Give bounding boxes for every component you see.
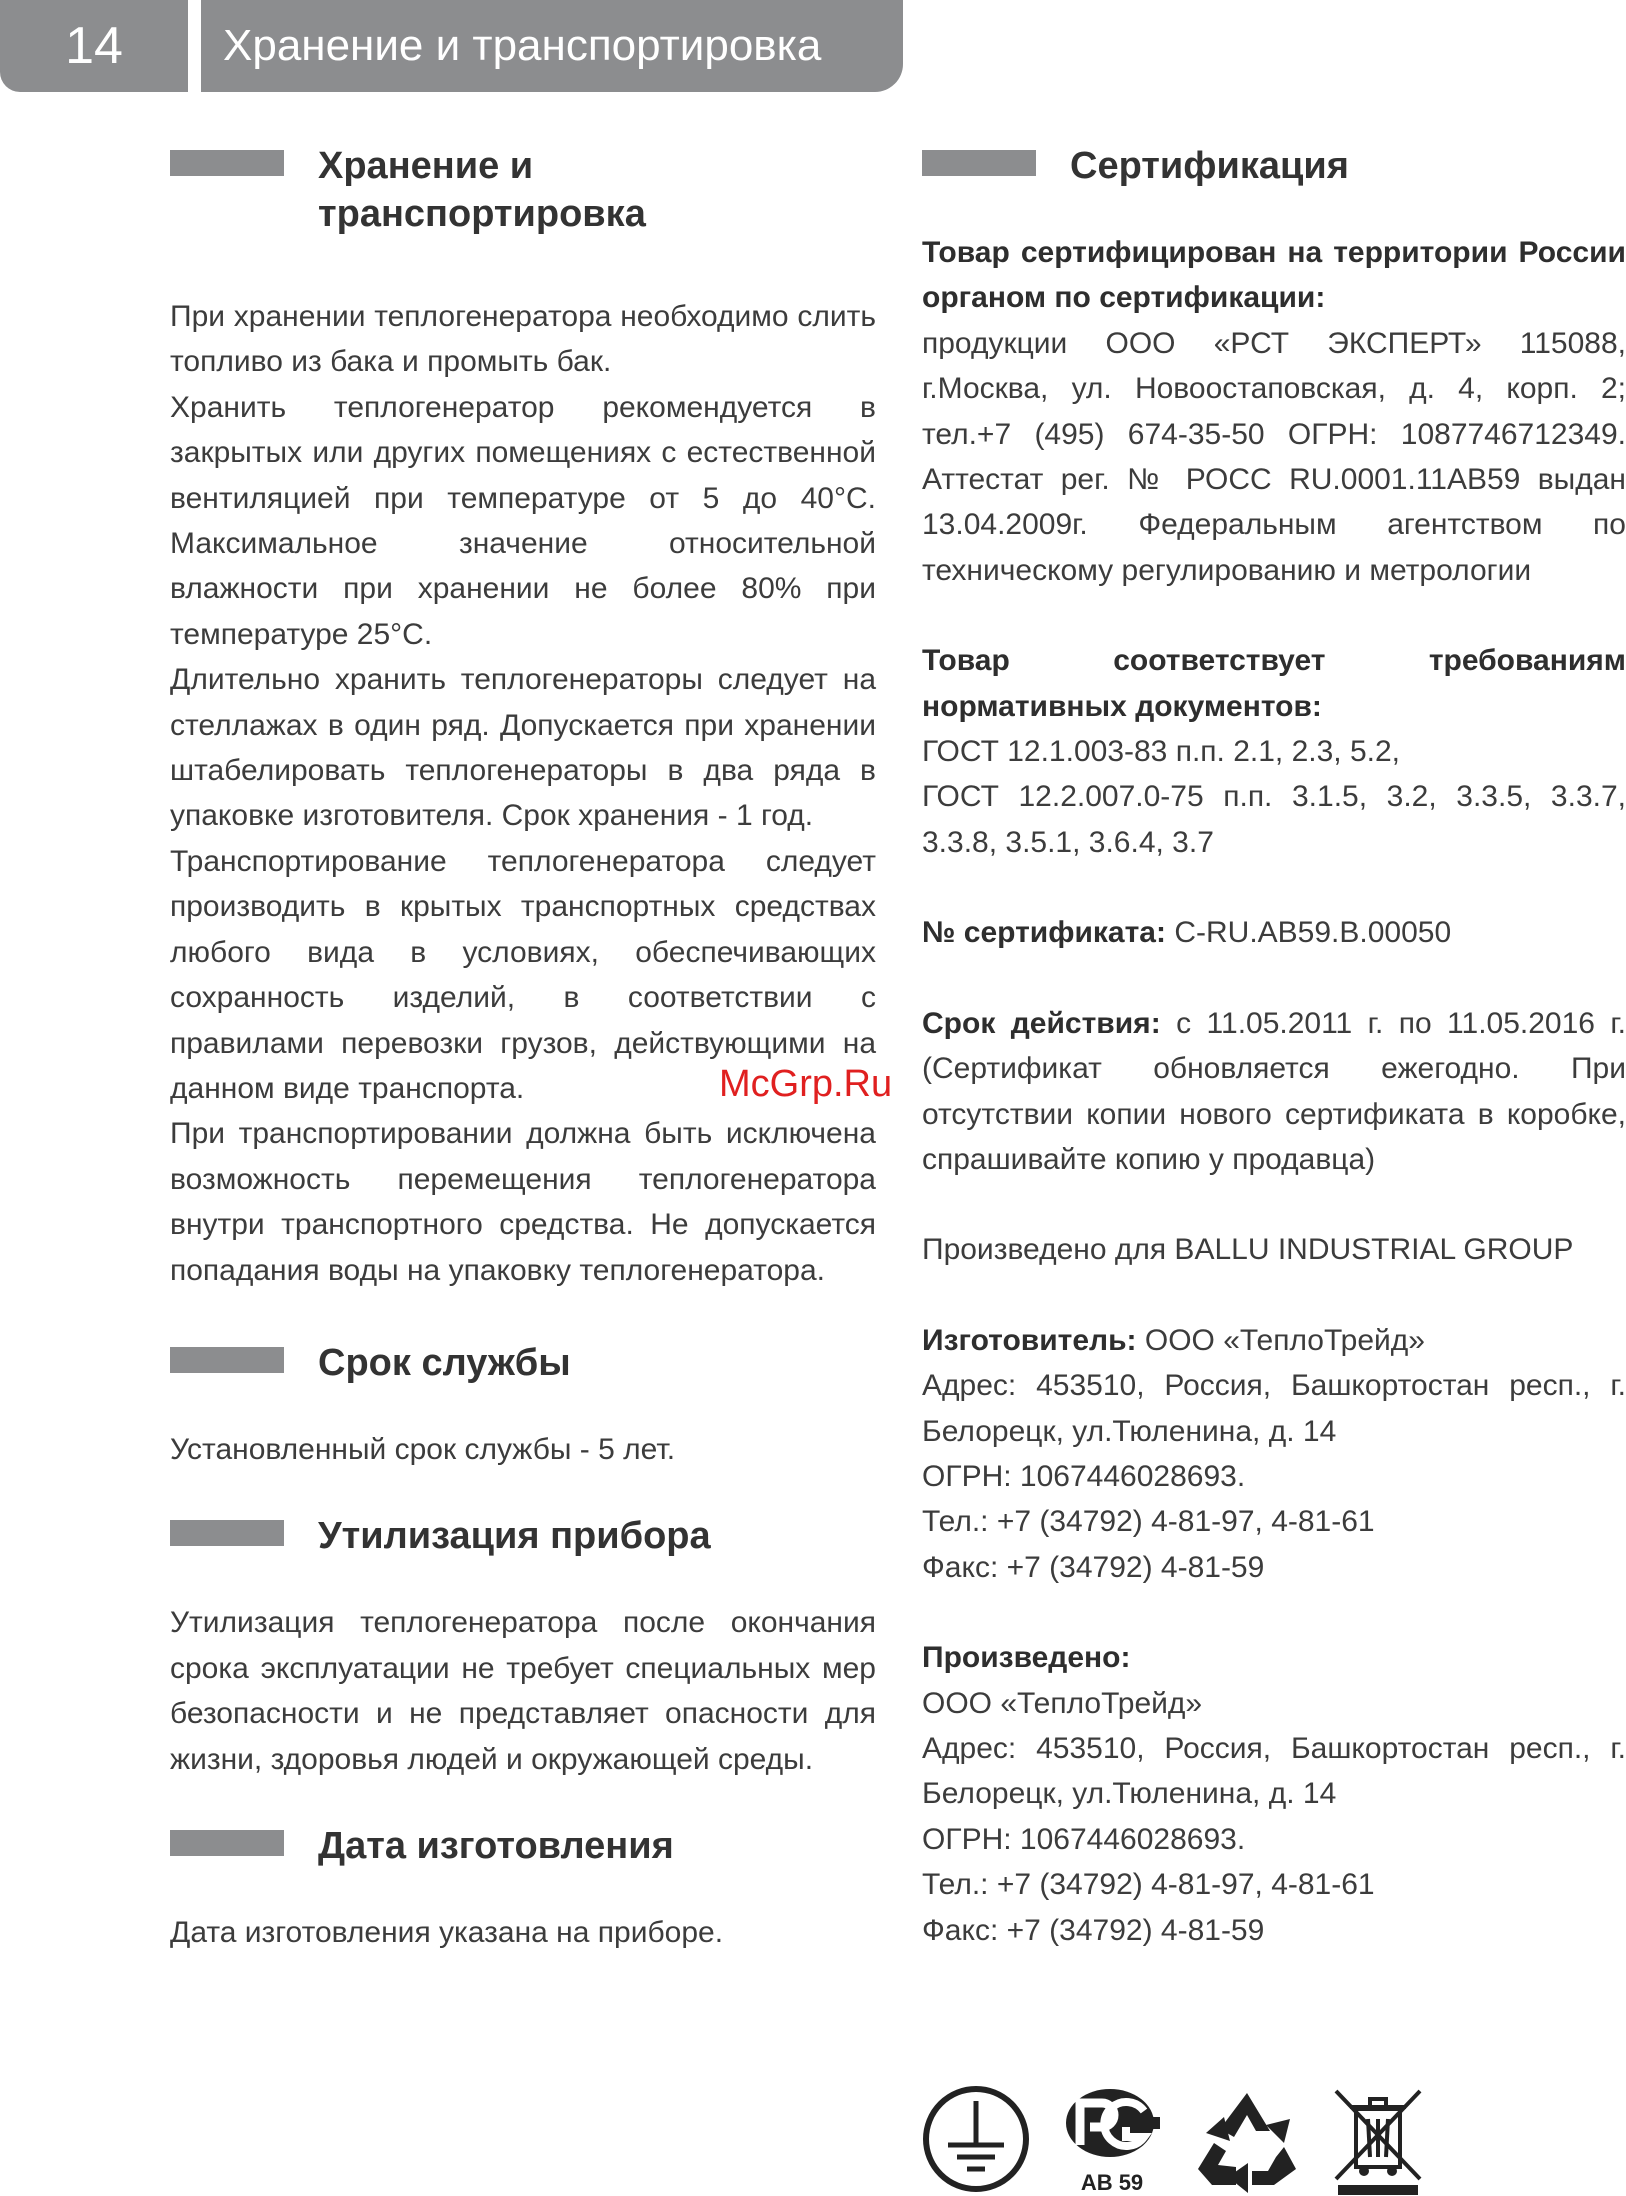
paragraph: Транспортирование теплогенератора следует производить в крытых транспортных средствах любого вида в условиях, обеспечивающих сохранность изделий, в соответствии с правилами перевозки грузов, действующими на данном виде транспорта. bbox=[170, 844, 876, 1105]
produced-address: Адрес: 453510, Россия, Башкортостан респ., г. Белорецк, ул.Тюленина, д. 14 bbox=[922, 1731, 1626, 1811]
norms-line: ГОСТ 12.1.003-83 п.п. 2.1, 2.3, 5.2, bbox=[922, 735, 1400, 769]
produced-for: Произведено для BALLU INDUSTRIAL GROUP bbox=[922, 1233, 1574, 1267]
maker-fax: Факс: +7 (34792) 4-81-59 bbox=[922, 1550, 1265, 1584]
section-bar bbox=[170, 1520, 284, 1546]
section-bar bbox=[170, 1347, 284, 1373]
section-bar bbox=[922, 150, 1036, 176]
recycling-icon bbox=[1192, 2085, 1302, 2195]
section-title: Хранение и транспортировка bbox=[318, 145, 646, 235]
cert-number bbox=[922, 910, 1626, 955]
paragraph: Утилизация теплогенератора после окончания срока эксплуатации не требует специальных мер безопасности и не представляет опасности для жизни, здоровья людей и окружающей среды. bbox=[170, 1606, 876, 1776]
norms-line: ГОСТ 12.2.007.0-75 п.п. 3.1.5, 3.2, 3.3.5, 3.3.7, 3.3.8, 3.5.1, 3.6.4, 3.7 bbox=[922, 780, 1626, 859]
validity-value: с 11.05.2011 г. по 11.05.2016 г. (Сертификат обновляется ежегодно. При отсутствии копии нового сертификата в коробке, спрашивайте копию у продавца) bbox=[922, 1006, 1626, 1176]
pct-certification-icon bbox=[1062, 2085, 1162, 2193]
paragraph: Установленный срок службы - 5 лет. bbox=[170, 1432, 676, 1466]
section-title: Утилизация прибора bbox=[318, 1515, 711, 1558]
section-heading-service-life bbox=[170, 1339, 876, 1387]
section-heading-manufacture-date bbox=[170, 1822, 876, 1870]
cert-number-label: № сертификата: bbox=[922, 916, 1166, 950]
maker-line bbox=[922, 1318, 1626, 1363]
pct-code: АВ 59 bbox=[1080, 2170, 1144, 2195]
maker-label: Изготовитель: bbox=[922, 1323, 1137, 1357]
maker-address: Адрес: 453510, Россия, Башкортостан респ., г. Белорецк, ул.Тюленина, д. 14 bbox=[922, 1369, 1626, 1448]
section-heading-disposal bbox=[170, 1512, 876, 1560]
produced-fax: Факс: +7 (34792) 4-81-59 bbox=[922, 1913, 1265, 1947]
pct-mark-icon bbox=[1062, 2085, 1162, 2163]
cert-body-label: Товар сертифицирован на территории России органом по сертификации: bbox=[922, 236, 1626, 315]
norms-label: Товар соответствует требованиям нормативных документов: bbox=[922, 644, 1626, 723]
cert-body-text: продукции ООО «РСТ ЭКСПЕРТ» 115088, г.Москва, ул. Новоостаповская, д. 4, корп. 2; тел.+7 (495) 674-35-50 ОГРН: 1087746712349. Аттестат рег. № РОСС RU.0001.11АВ59 выдан 13.04.2009г. Федеральным агентством по техническому регулированию и метрологии bbox=[922, 326, 1626, 587]
page-header-title: Хранение и транспортировка bbox=[201, 0, 903, 92]
produced-label: Произведено: bbox=[922, 1641, 1131, 1675]
section-bar bbox=[170, 150, 284, 176]
right-column bbox=[922, 142, 1626, 1953]
paragraph: При хранении теплогенератора необходимо слить топливо из бака и промыть бак. bbox=[170, 300, 876, 379]
paragraph: Дата изготовления указана на приборе. bbox=[170, 1915, 724, 1949]
page-number: 14 bbox=[0, 0, 188, 92]
maker-phone: Тел.: +7 (34792) 4-81-97, 4-81-61 bbox=[922, 1505, 1375, 1539]
maker-ogrn: ОГРН: 1067446028693. bbox=[922, 1459, 1246, 1493]
maker-name: ООО «ТеплоТрейд» bbox=[1144, 1323, 1425, 1357]
certification-logos bbox=[922, 2085, 1626, 2195]
section-heading-storage bbox=[170, 142, 876, 238]
watermark: McGrp.Ru bbox=[719, 1063, 893, 1105]
section-title: Сертификация bbox=[1070, 145, 1349, 187]
section-title: Дата изготовления bbox=[318, 1824, 674, 1867]
validity-label: Срок действия: bbox=[922, 1006, 1161, 1040]
paragraph: Хранить теплогенератор рекомендуется в закрытых или других помещениях с естественной вентиляцией при температуре от 5 до 40°С. Максимальное значение относительной влажности при хранении не более 80% при температуре 25°С. bbox=[170, 390, 876, 651]
section-title: Срок службы bbox=[318, 1341, 571, 1384]
crossed-bin-icon bbox=[1330, 2085, 1426, 2195]
ground-symbol-icon bbox=[922, 2085, 1030, 2193]
produced-phone: Тел.: +7 (34792) 4-81-97, 4-81-61 bbox=[922, 1868, 1375, 1902]
paragraph: Длительно хранить теплогенераторы следует на стеллажах в один ряд. Допускается при хранении штабелировать теплогенераторы в два ряда в упаковке изготовителя. Срок хранения - 1 год. bbox=[170, 663, 876, 833]
section-heading-certification bbox=[922, 142, 1626, 190]
paragraph: При транспортировании должна быть исключена возможность перемещения теплогенератора внутри транспортного средства. Не допускается попадания воды на упаковку теплогенератора. bbox=[170, 1117, 876, 1287]
section-bar bbox=[170, 1830, 284, 1856]
validity bbox=[922, 1001, 1626, 1183]
produced-company: ООО «ТеплоТрейд» bbox=[922, 1686, 1203, 1720]
cert-number-value: C-RU.AB59.B.00050 bbox=[1174, 916, 1452, 950]
produced-ogrn: ОГРН: 1067446028693. bbox=[922, 1822, 1246, 1856]
left-column bbox=[170, 142, 876, 1955]
